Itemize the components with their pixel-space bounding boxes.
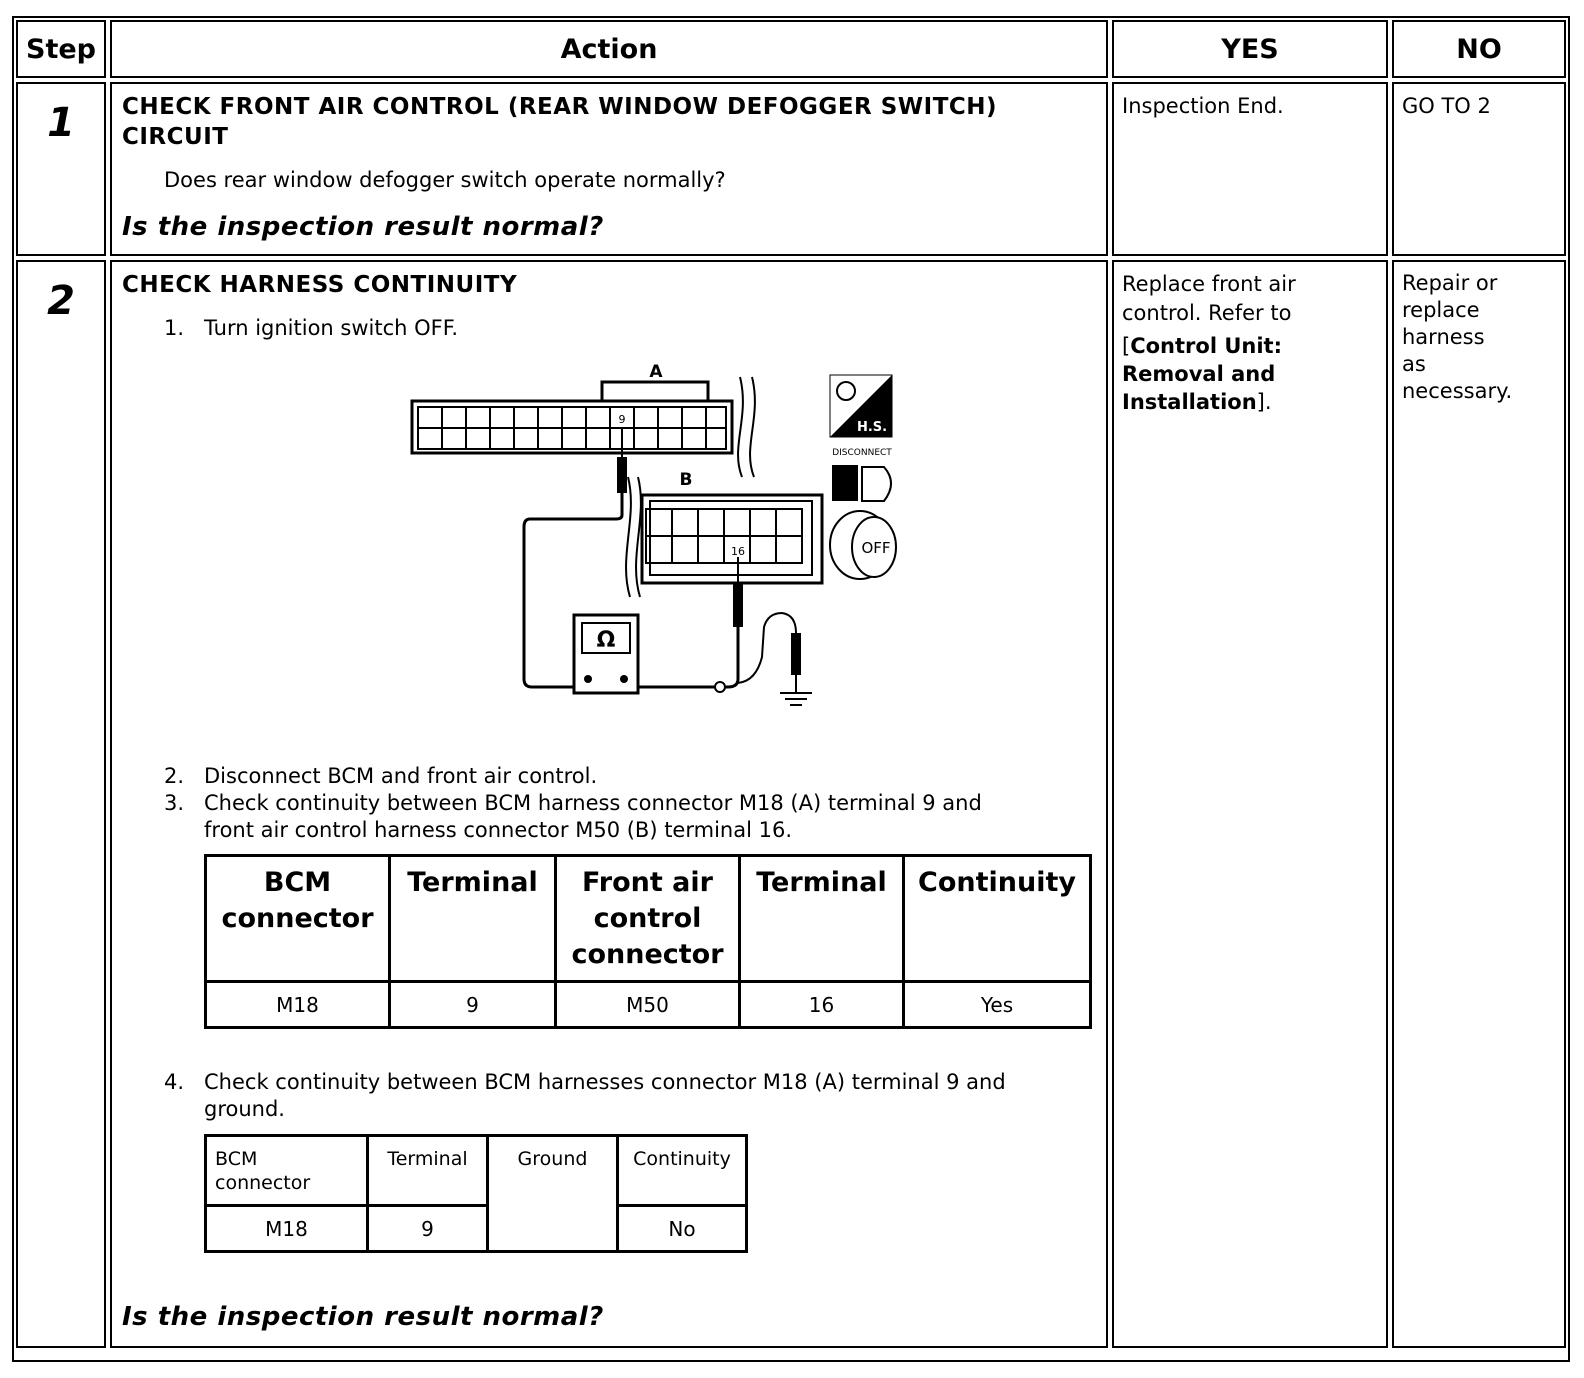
header-action (110, 20, 1108, 78)
continuity-table-1 (204, 854, 1092, 1029)
no-line: Repair or (1402, 271, 1498, 295)
no-line: necessary. (1402, 379, 1513, 403)
connector-a-lock (602, 382, 708, 402)
table-row (206, 1206, 747, 1252)
table-cell: M18 (206, 1206, 368, 1252)
step-2-item-4 (164, 1068, 1084, 1124)
ref-close-bracket: ]. (1256, 390, 1272, 414)
disconnect-icon (832, 465, 891, 501)
step-1-no (1392, 82, 1566, 256)
harness-wave-b (626, 477, 641, 597)
disconnect-label: DISCONNECT (832, 448, 892, 458)
step-2-yes-reference[interactable] (1122, 332, 1382, 416)
table-cell: M18 (206, 982, 390, 1028)
item-text-line-2: front air control harness connector M50 (B) terminal 16. (204, 818, 792, 842)
header-step (16, 20, 106, 78)
item-text-line-1: Check continuity between BCM harness connector M18 (A) terminal 9 and (204, 791, 982, 815)
no-line: replace (1402, 298, 1480, 322)
step-1-action (110, 82, 1108, 256)
table-cell: M50 (556, 982, 740, 1028)
ground-wire (738, 613, 796, 683)
connector-a-pin-label: 9 (618, 413, 626, 426)
probe-b (733, 583, 743, 627)
step-2-result-question: Is the inspection result normal? (122, 1302, 604, 1332)
step-2-title: CHECK HARNESS CONTINUITY (122, 272, 518, 298)
off-label: OFF (861, 539, 891, 557)
header-action-label: Action (560, 33, 658, 65)
header-yes (1112, 20, 1388, 78)
item-number: 2. (164, 764, 185, 788)
table-header-cell: Continuity (618, 1136, 747, 1206)
hs-label: H.S. (856, 420, 888, 435)
item-text: Disconnect BCM and front air control. (204, 764, 598, 788)
table-header-cell: Terminal (368, 1136, 488, 1206)
connector-a-label: A (649, 362, 663, 382)
no-line: harness (1402, 325, 1485, 349)
connector-b-label: B (679, 470, 693, 490)
ohm-symbol: Ω (596, 628, 616, 653)
step-2-item-1 (164, 314, 1064, 342)
table-header-cell: BCM connector (206, 856, 390, 982)
table-header-cell: Ground (488, 1136, 618, 1252)
probe-a (617, 457, 627, 493)
table-cell: No (618, 1206, 747, 1252)
item-number: 3. (164, 791, 185, 815)
header-step-label: Step (26, 33, 96, 65)
table-header-cell: Terminal (740, 856, 904, 982)
ref-link-line-3[interactable]: Installation (1122, 390, 1257, 414)
step-1-no-text: GO TO 2 (1402, 94, 1491, 118)
wiring-diagram (402, 357, 912, 717)
connector-b-pin-label: 16 (731, 545, 745, 558)
table-cell: 9 (390, 982, 556, 1028)
item-number: 4. (164, 1070, 185, 1094)
table-row (206, 982, 1091, 1028)
header-no-label: NO (1456, 33, 1502, 65)
ref-link-line-1[interactable]: Control Unit: (1130, 334, 1282, 358)
step-1-yes (1112, 82, 1388, 256)
step-2-yes-line-1: Replace front air (1122, 272, 1296, 296)
step-2-no (1392, 260, 1566, 1348)
step-2-item-2 (164, 762, 1064, 790)
wire-b (638, 627, 738, 687)
table-cell: 9 (368, 1206, 488, 1252)
table-header-cell: BCM connector (206, 1136, 368, 1206)
header-yes-label: YES (1221, 33, 1279, 65)
table-cell: Yes (904, 982, 1091, 1028)
step-2-no-text (1402, 270, 1512, 405)
item-number: 1. (164, 316, 185, 340)
item-text-line-1: Check continuity between BCM harnesses connector M18 (A) terminal 9 and (204, 1070, 1006, 1094)
step-1-yes-text: Inspection End. (1122, 94, 1284, 118)
no-line: as (1402, 352, 1426, 376)
ignition-off-icon (830, 511, 896, 579)
item-text: Turn ignition switch OFF. (204, 316, 459, 340)
ref-link-line-2[interactable]: Removal and (1122, 362, 1276, 386)
step-2-number-text: 2 (47, 278, 75, 324)
step-2-yes (1112, 260, 1388, 1348)
ground-symbol (780, 675, 812, 705)
step-1-result-question: Is the inspection result normal? (122, 212, 604, 242)
ref-open-bracket: [ (1122, 334, 1131, 358)
table-header-row (206, 1136, 747, 1206)
item-text-line-2: ground. (204, 1097, 285, 1121)
step-1-title: CHECK FRONT AIR CONTROL (REAR WINDOW DEFOGGER SWITCH) CIRCUIT (122, 94, 998, 150)
step-2-number (16, 260, 106, 1348)
continuity-table-2 (204, 1134, 748, 1253)
step-2-action (110, 260, 1108, 1348)
step-1-number (16, 82, 106, 256)
step-1-number-text: 1 (47, 100, 75, 146)
step-2-item-3 (164, 789, 1084, 845)
header-no (1392, 20, 1566, 78)
harness-wave-a (738, 377, 755, 477)
step-1-question-text: Does rear window defogger switch operate normally? (164, 168, 726, 192)
table-header-cell: Terminal (390, 856, 556, 982)
table-header-cell: Front air control connector (556, 856, 740, 982)
table-header-row (206, 856, 1091, 982)
table-header-cell: Continuity (904, 856, 1091, 982)
probe-ground (791, 633, 801, 675)
hs-icon (830, 375, 892, 437)
step-2-yes-line-2: control. Refer to (1122, 301, 1292, 325)
table-cell: 16 (740, 982, 904, 1028)
